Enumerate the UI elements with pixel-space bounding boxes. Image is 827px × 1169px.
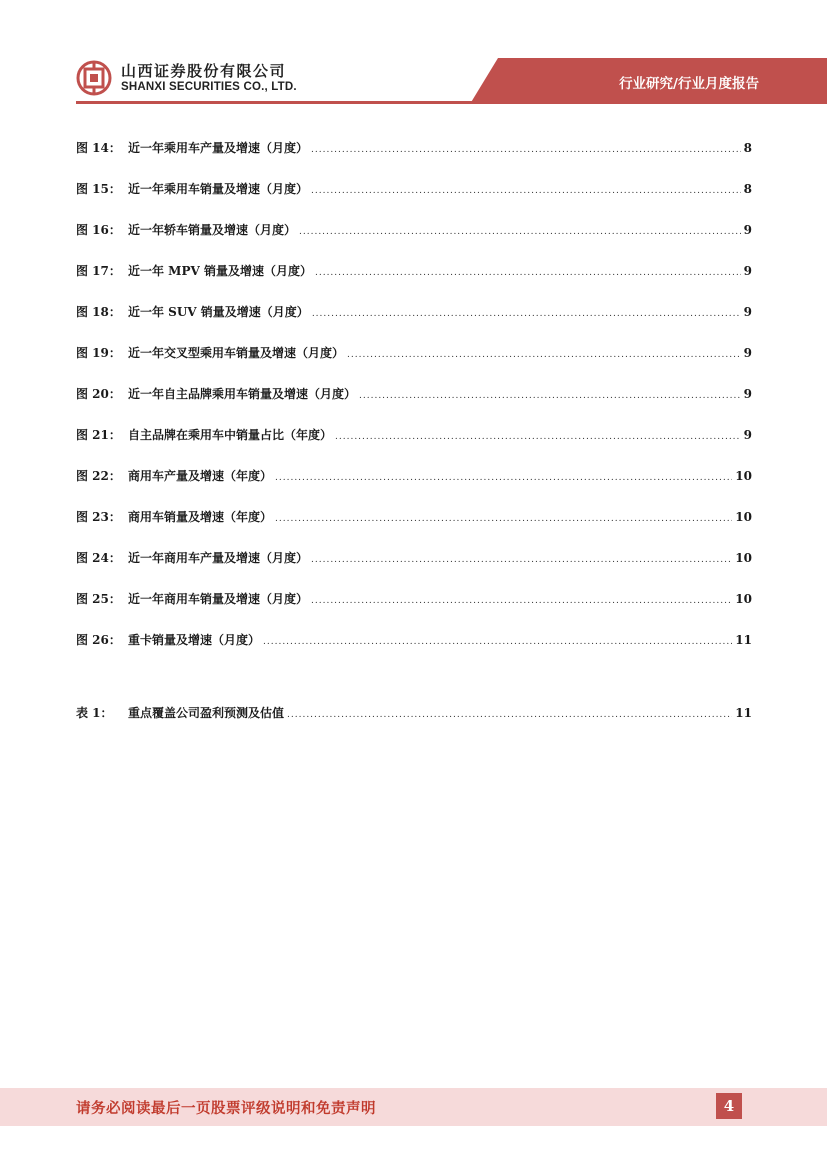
- leader-dots: [315, 268, 741, 278]
- figure-page-number: 9: [743, 346, 752, 360]
- figure-page-number: 9: [743, 223, 752, 237]
- figure-title: 近一年乘用车产量及增速（月度）: [128, 141, 309, 155]
- company-name-en: SHANXI SECURITIES CO., LTD.: [121, 81, 297, 93]
- figure-title: 商用车产量及增速（年度）: [128, 469, 273, 483]
- figure-page-number: 11: [735, 633, 752, 647]
- figure-entry[interactable]: [76, 180, 752, 198]
- figure-entry[interactable]: [76, 385, 752, 403]
- figure-label: 图 21：: [76, 428, 121, 442]
- leader-dots: [275, 473, 732, 483]
- figure-page-number: 9: [743, 387, 752, 401]
- leader-dots: [263, 637, 732, 647]
- figure-page-number: 10: [735, 510, 752, 524]
- leader-dots: [311, 186, 741, 196]
- table-page-number: 11: [735, 706, 752, 720]
- page-header: [0, 0, 827, 110]
- page-number: 4: [716, 1093, 742, 1119]
- figure-title: 近一年 SUV 销量及增速（月度）: [128, 305, 309, 319]
- figure-entry[interactable]: [76, 467, 752, 485]
- figure-title: 近一年自主品牌乘用车销量及增速（月度）: [128, 387, 357, 401]
- figure-title: 近一年商用车销量及增速（月度）: [128, 592, 309, 606]
- figure-entry[interactable]: [76, 508, 752, 526]
- leader-dots: [311, 596, 732, 606]
- figure-label: 图 18：: [76, 305, 121, 319]
- figure-title: 自主品牌在乘用车中销量占比（年度）: [128, 428, 333, 442]
- figure-entry[interactable]: [76, 590, 752, 608]
- leader-dots: [359, 391, 741, 401]
- figure-page-number: 9: [743, 264, 752, 278]
- table-title: 重点覆盖公司盈利预测及估值: [128, 706, 285, 720]
- figure-entry[interactable]: [76, 139, 752, 157]
- leader-dots: [311, 555, 732, 565]
- leader-dots: [312, 309, 741, 319]
- figure-label: 图 25：: [76, 592, 121, 606]
- figure-title: 商用车销量及增速（年度）: [128, 510, 273, 524]
- figure-page-number: 10: [735, 469, 752, 483]
- figure-label: 图 14：: [76, 141, 121, 155]
- leader-dots: [311, 145, 741, 155]
- figure-entry[interactable]: [76, 303, 752, 321]
- header-divider: [76, 101, 827, 104]
- figure-label: 图 26：: [76, 633, 121, 647]
- figure-page-number: 10: [735, 592, 752, 606]
- leader-dots: [299, 227, 741, 237]
- figure-page-number: 10: [735, 551, 752, 565]
- leader-dots: [275, 514, 732, 524]
- figure-entry[interactable]: [76, 549, 752, 567]
- figure-label: 图 22：: [76, 469, 121, 483]
- figure-page-number: 8: [743, 141, 752, 155]
- figure-entry[interactable]: [76, 631, 752, 649]
- company-name-cn: 山西证券股份有限公司: [121, 62, 287, 80]
- figure-title: 重卡销量及增速（月度）: [128, 633, 261, 647]
- figure-title: 近一年乘用车销量及增速（月度）: [128, 182, 309, 196]
- table-entry[interactable]: [76, 704, 752, 722]
- leader-dots: [347, 350, 741, 360]
- figure-title: 近一年交叉型乘用车销量及增速（月度）: [128, 346, 345, 360]
- figure-label: 图 16：: [76, 223, 121, 237]
- figure-page-number: 9: [743, 305, 752, 319]
- figure-label: 图 24：: [76, 551, 121, 565]
- figure-title: 近一年商用车产量及增速（月度）: [128, 551, 309, 565]
- figure-page-number: 9: [743, 428, 752, 442]
- figure-entry[interactable]: [76, 344, 752, 362]
- report-type-label: 行业研究/行业月度报告: [619, 76, 759, 92]
- figure-entry[interactable]: [76, 221, 752, 239]
- figure-entry[interactable]: [76, 262, 752, 280]
- figure-entry[interactable]: [76, 426, 752, 444]
- leader-dots: [287, 710, 732, 720]
- figure-label: 图 20：: [76, 387, 121, 401]
- leader-dots: [335, 432, 741, 442]
- figure-page-number: 8: [743, 182, 752, 196]
- figure-label: 图 23：: [76, 510, 121, 524]
- footer-disclaimer: 请务必阅读最后一页股票评级说明和免责声明: [76, 1101, 376, 1117]
- figure-label: 图 15：: [76, 182, 121, 196]
- table-label: 表 1：: [76, 706, 113, 720]
- figure-label: 图 19：: [76, 346, 121, 360]
- figure-label: 图 17：: [76, 264, 121, 278]
- figure-title: 近一年 MPV 销量及增速（月度）: [128, 264, 312, 278]
- figure-title: 近一年轿车销量及增速（月度）: [128, 223, 297, 237]
